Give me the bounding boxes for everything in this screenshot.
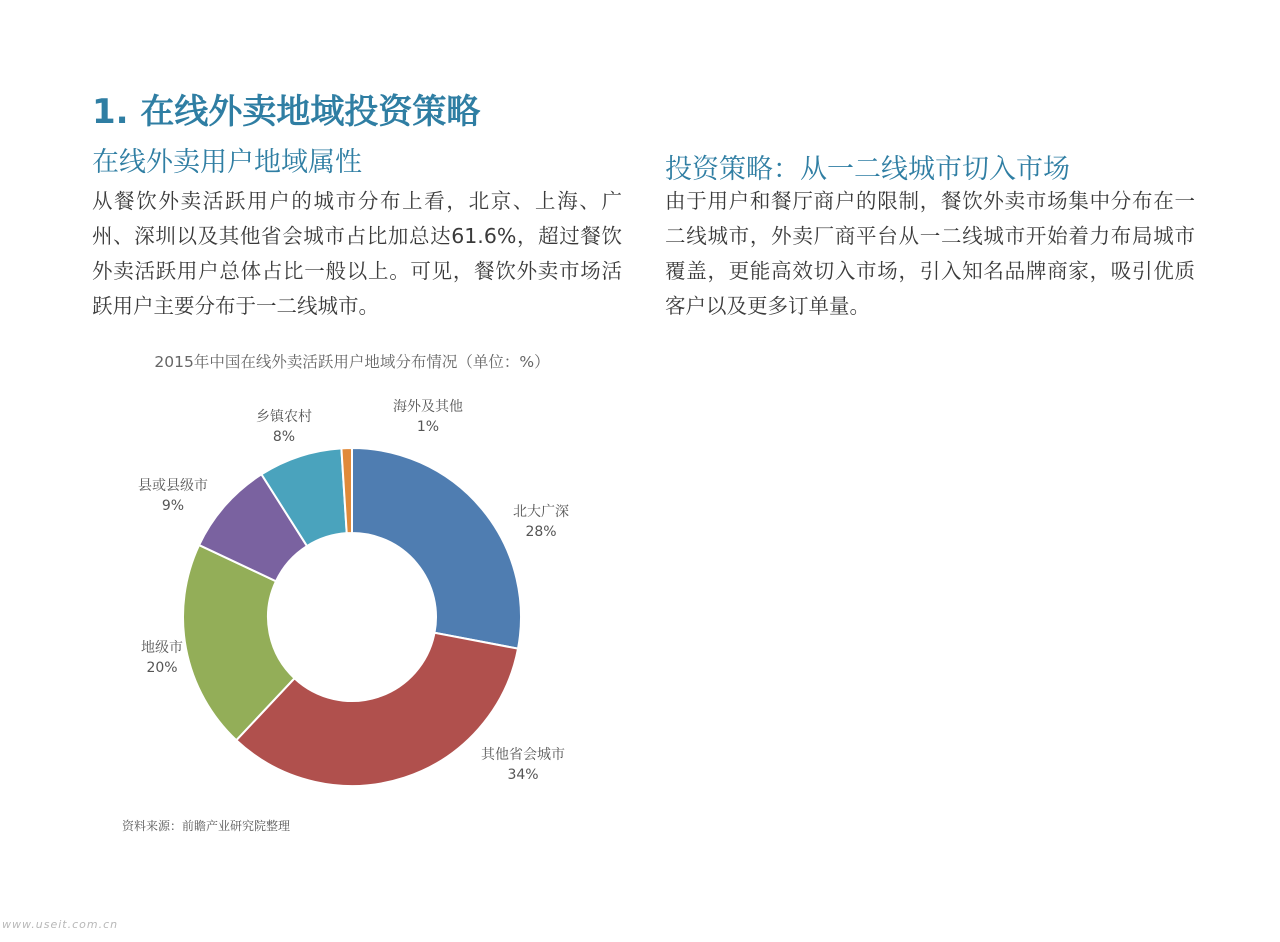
left-section-body: 从餐饮外卖活跃用户的城市分布上看，北京、上海、广州、深圳以及其他省会城市占比加总达61.6%，超过餐饮外卖活跃用户总体占比一般以上。可见，餐饮外卖市场活跃用户主要分布于一二线城市。 [92, 189, 622, 318]
slice-label-2: 地级市 [141, 640, 183, 656]
slice-value-1: 34% [507, 767, 539, 783]
watermark: www.useit.com.cn [2, 918, 119, 931]
slice-label-3: 县或县级市 [138, 478, 208, 494]
slice-value-5: 1% [416, 419, 440, 435]
page-title: 1. 在线外卖地域投资策略 [92, 92, 481, 132]
slice-label-0: 北大广深 [513, 504, 569, 520]
slice-label-1: 其他省会城市 [481, 747, 565, 763]
donut-slice-1 [236, 633, 518, 786]
source-note: 资料来源：前瞻产业研究院整理 [122, 819, 291, 833]
donut-slice-0 [352, 448, 521, 649]
slice-value-4: 8% [272, 429, 296, 445]
slice-value-3: 9% [161, 498, 185, 514]
slice-value-0: 28% [525, 524, 557, 540]
right-section-body: 由于用户和餐厅商户的限制，餐饮外卖市场集中分布在一二线城市，外卖厂商平台从一二线城市开始着力布局城市覆盖，更能高效切入市场，引入知名品牌商家，吸引优质客户以及更多订单量。 [665, 189, 1195, 318]
chart-title: 2015年中国在线外卖活跃用户地域分布情况（单位：%） [154, 353, 550, 371]
right-section-subtitle: 投资策略：从一二线城市切入市场 [665, 154, 1070, 185]
left-section-subtitle: 在线外卖用户地域属性 [92, 147, 362, 178]
slice-label-5: 海外及其他 [393, 399, 463, 415]
slice-value-2: 20% [146, 660, 178, 676]
slice-label-4: 乡镇农村 [256, 409, 312, 425]
